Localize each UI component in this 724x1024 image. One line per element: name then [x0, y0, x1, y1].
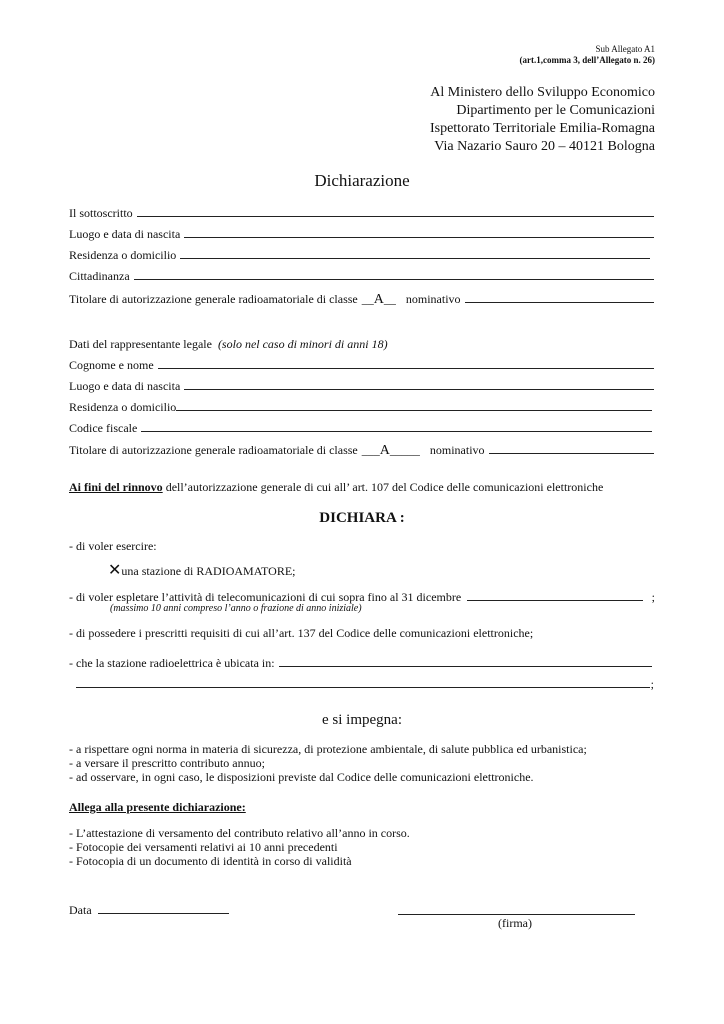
checkbox-cross-icon[interactable]: ✕ [108, 560, 122, 579]
label-luogo-data: Luogo e data di nascita [69, 227, 181, 241]
field-codice-fiscale[interactable] [69, 421, 652, 436]
field-cittadinanza[interactable] [69, 269, 654, 284]
input-ubicazione[interactable] [279, 656, 652, 667]
label-ubicata: - che la stazione radioelettrica è ubicata in: [69, 656, 275, 670]
classe-post: __ [383, 292, 396, 306]
rappresentante-intro [69, 337, 388, 352]
sub-allegato-label: Sub Allegato A1 [595, 44, 655, 54]
field-sottoscritto[interactable] [69, 206, 654, 221]
addressee-line-4: Via Nazario Sauro 20 – 40121 Bologna [434, 139, 655, 154]
firma-label: (firma) [498, 916, 532, 930]
input-data[interactable] [98, 903, 229, 914]
stazione-label: una stazione di RADIOAMATORE; [121, 564, 296, 578]
classe-pre: ___ [361, 443, 380, 457]
impegna-heading: e si impegna: [322, 712, 402, 728]
label-nominativo: nominativo [405, 292, 461, 306]
espletare-end: ; [651, 590, 655, 604]
input-nominativo[interactable] [489, 443, 654, 454]
rinnovo-paragraph [69, 480, 603, 495]
classe-value: A [373, 292, 384, 307]
addressee-line-2: Dipartimento per le Comunicazioni [456, 103, 655, 118]
field-ubicata[interactable] [69, 656, 652, 671]
label-data: Data [69, 903, 92, 917]
massimo-note: (massimo 10 anni compreso l’anno o frazione di anno iniziale) [110, 603, 362, 614]
impegna-item: - a versare il prescritto contributo annuo; [69, 756, 265, 770]
label-titolare: Titolare di autorizzazione generale radioamatoriale di classe [69, 292, 358, 306]
input-line[interactable] [137, 206, 654, 217]
field-data[interactable] [69, 903, 229, 918]
input-line[interactable] [180, 248, 650, 259]
field-titolare-classe-2[interactable] [69, 443, 654, 459]
field-cognome-nome[interactable] [69, 358, 654, 373]
allega-item: - Fotocopia di un documento di identità in corso di validità [69, 854, 352, 868]
signature-line[interactable] [398, 914, 635, 915]
field-luogo-data-nascita-2[interactable] [69, 379, 654, 394]
label-residenza: Residenza o domicilio [69, 248, 177, 262]
field-residenza-2[interactable] [69, 400, 652, 415]
input-line[interactable] [141, 421, 652, 432]
article-reference: (art.1,comma 3, dell’Allegato n. 26) [519, 55, 655, 65]
allega-list [69, 826, 410, 868]
addressee-line-3: Ispettorato Territoriale Emilia-Romagna [429, 121, 655, 136]
input-line[interactable] [184, 227, 654, 238]
label-espletare: - di voler espletare l’attività di telecomunicazioni di cui sopra fino al 31 dicembre [69, 590, 462, 604]
input-nominativo[interactable] [465, 292, 654, 303]
field-luogo-data-nascita[interactable] [69, 227, 654, 242]
label-rappresentante: Dati del rappresentante legale [69, 337, 212, 351]
input-line[interactable] [158, 358, 654, 369]
requisiti-line: - di possedere i prescritti requisiti di cui all’art. 137 del Codice delle comunicazioni elettroniche; [69, 626, 534, 640]
allega-item: - L’attestazione di versamento del contributo relativo all’anno in corso. [69, 826, 410, 840]
dichiara-heading: DICHIARA : [319, 510, 405, 526]
addressee-block [430, 84, 655, 156]
input-line[interactable] [184, 379, 654, 390]
field-ubicata-cont[interactable] [76, 677, 654, 692]
label-cittadinanza: Cittadinanza [69, 269, 130, 283]
input-ubicazione-2[interactable] [76, 677, 650, 688]
ubicata-end: ; [650, 677, 654, 691]
addressee-line-1: Al Ministero dello Sviluppo Economico [430, 85, 655, 100]
impegna-item: - ad osservare, in ogni caso, le disposizioni previste dal Codice delle comunicazioni elettroniche. [69, 770, 534, 784]
impegna-item: - a rispettare ogni norma in materia di sicurezza, di protezione ambientale, di salute pubblica ed urbanistica; [69, 742, 587, 756]
impegna-list [69, 742, 587, 784]
field-residenza[interactable] [69, 248, 650, 263]
allega-item: - Fotocopie dei versamenti relativi ai 10 anni precedenti [69, 840, 338, 854]
classe-post: _____ [389, 443, 420, 457]
allega-heading: Allega alla presente dichiarazione: [69, 800, 246, 814]
label-residenza: Residenza o domicilio [69, 400, 177, 414]
label-codice-fiscale: Codice fiscale [69, 421, 138, 435]
voler-esercire: - di voler esercire: [69, 539, 157, 553]
stazione-option[interactable] [108, 560, 296, 579]
input-anno[interactable] [467, 590, 643, 601]
classe-value: A [379, 443, 390, 458]
rinnovo-bold: Ai fini del rinnovo [69, 480, 163, 494]
label-sottoscritto: Il sottoscritto [69, 206, 133, 220]
input-line[interactable] [134, 269, 654, 280]
document-title: Dichiarazione [314, 171, 410, 190]
note-minori: (solo nel caso di minori di anni 18) [217, 337, 388, 351]
label-titolare: Titolare di autorizzazione generale radioamatoriale di classe [69, 443, 358, 457]
classe-pre: __ [361, 292, 374, 306]
rinnovo-text: dell’autorizzazione generale di cui all’ art. 107 del Codice delle comunicazioni elettroniche [162, 480, 604, 494]
label-cognome: Cognome e nome [69, 358, 154, 372]
field-titolare-classe[interactable] [69, 292, 654, 308]
label-luogo-data: Luogo e data di nascita [69, 379, 181, 393]
label-nominativo: nominativo [429, 443, 485, 457]
input-line[interactable] [176, 400, 652, 411]
